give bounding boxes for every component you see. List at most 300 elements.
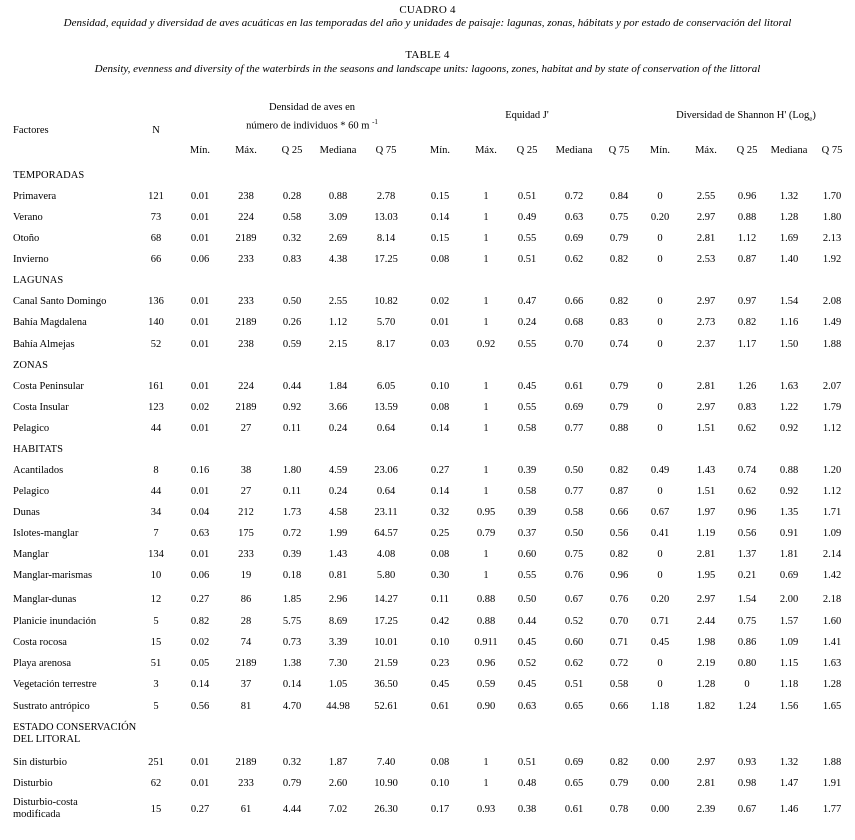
cell-value: 1.71	[822, 507, 842, 518]
cell-value: 0.24	[328, 423, 348, 434]
row-label-text: Costa Insular	[13, 402, 69, 413]
cell-value: 1.50	[779, 339, 799, 350]
row-label	[13, 549, 49, 560]
cell-value: 0.01	[190, 296, 210, 307]
caption-es-label: CUADRO 4	[399, 4, 456, 16]
cell-value: 0.11	[283, 486, 301, 497]
cell-value: 0.88	[476, 594, 496, 605]
cell-value: 2.19	[696, 658, 716, 669]
column-header: Máx.	[235, 145, 257, 156]
cell-value: 2.97	[696, 594, 716, 605]
cell-value: 0.69	[564, 233, 584, 244]
cell-value: 0.67	[564, 594, 584, 605]
cell-value: 0.58	[282, 212, 302, 223]
cell-value: 3.09	[328, 212, 348, 223]
cell-value: 23.11	[374, 507, 398, 518]
row-label-text: Verano	[13, 212, 43, 223]
cell-value: 0	[657, 402, 663, 413]
cell-value: 0	[657, 254, 663, 265]
cell-value: 2.81	[696, 233, 716, 244]
cell-value: 0.82	[190, 616, 210, 627]
row-label-text: Sin disturbio	[13, 757, 67, 768]
cell-value: 0.72	[282, 528, 302, 539]
cell-value: 0.83	[282, 254, 302, 265]
caption-es-text: Densidad, equidad y diversidad de aves acuáticas en las temporadas del año y unidades de paisaje: lagunas, zonas, hábitats y por estado de conservación del litoral	[63, 17, 792, 29]
cell-value: 17.25	[374, 254, 398, 265]
cell-value: 0.10	[430, 778, 450, 789]
cell-value: 0.25	[430, 528, 450, 539]
cell-value: 2.55	[696, 191, 716, 202]
cell-value: 4.08	[376, 549, 396, 560]
cell-value: 2.78	[376, 191, 396, 202]
cell-value: 1.28	[779, 212, 799, 223]
cell-value: 0.56	[737, 528, 757, 539]
cell-value: 2.97	[696, 296, 716, 307]
cell-value: 0.02	[190, 637, 210, 648]
cell-value: 0.60	[517, 549, 537, 560]
cell-value: 4.58	[328, 507, 348, 518]
cell-value: 0.62	[564, 658, 584, 669]
cell-value: 4.70	[282, 701, 302, 712]
section-title	[13, 360, 48, 371]
cell-value: 0.63	[564, 212, 584, 223]
cell-value: 0.67	[650, 507, 670, 518]
cell-value: 0.01	[190, 486, 210, 497]
cell-value: 64.57	[374, 528, 398, 539]
cell-value: 0.52	[517, 658, 537, 669]
cell-value: 0.15	[430, 233, 450, 244]
cell-value: 0.88	[779, 465, 799, 476]
row-label-text: Disturbio	[13, 778, 53, 789]
cell-value: 1.28	[822, 679, 842, 690]
column-header: Q 25	[281, 145, 303, 156]
column-header: Mín.	[649, 145, 671, 156]
cell-value: 0.45	[517, 381, 537, 392]
cell-value: 1.12	[737, 233, 757, 244]
cell-value: 1.18	[650, 701, 670, 712]
cell-value: 0.44	[517, 616, 537, 627]
cell-value: 0.59	[476, 679, 496, 690]
cell-value: 0.97	[737, 296, 757, 307]
column-header: Q 25	[516, 145, 538, 156]
header-shannon-text: Diversidad de Shannon H' (Log	[676, 110, 810, 121]
cell-value: 1.79	[822, 402, 842, 413]
cell-value: 0.06	[190, 254, 210, 265]
cell-value: 2189	[235, 233, 257, 244]
row-label	[13, 507, 40, 518]
cell-value: 0.11	[283, 423, 301, 434]
cell-value: 2189	[235, 317, 257, 328]
cell-value: 0	[657, 658, 663, 669]
row-label	[13, 528, 78, 539]
cell-value: 0.23	[430, 658, 450, 669]
cell-value: 0.26	[282, 317, 302, 328]
cell-value: 233	[238, 296, 254, 307]
cell-value: 7.30	[328, 658, 348, 669]
cell-value: 0	[744, 679, 750, 690]
cell-value: 0.79	[609, 402, 629, 413]
cell-value: 0.55	[517, 339, 537, 350]
cell-value: 0.24	[328, 486, 348, 497]
row-label	[13, 797, 78, 820]
cell-value: 0.15	[430, 191, 450, 202]
cell-value: 1	[483, 465, 489, 476]
cell-value: 0.71	[609, 637, 629, 648]
cell-value: 0.45	[430, 679, 450, 690]
cell-value: 5.75	[282, 616, 302, 627]
cell-value: 0.21	[737, 570, 757, 581]
cell-n: 44	[150, 423, 162, 434]
cell-value: 1.12	[328, 317, 348, 328]
cell-value: 0.27	[190, 594, 210, 605]
cell-value: 0.64	[376, 486, 396, 497]
cell-value: 1	[483, 486, 489, 497]
cell-value: 0.37	[517, 528, 537, 539]
cell-n: 7	[153, 528, 159, 539]
cell-value: 1.80	[822, 212, 842, 223]
cell-value: 0.50	[282, 296, 302, 307]
cell-value: 0.58	[564, 507, 584, 518]
cell-value: 2.81	[696, 549, 716, 560]
cell-value: 175	[238, 528, 254, 539]
cell-value: 0.10	[430, 637, 450, 648]
cell-value: 0.27	[430, 465, 450, 476]
cell-value: 0.38	[517, 804, 537, 815]
cell-value: 1.92	[822, 254, 842, 265]
cell-value: 0.69	[564, 402, 584, 413]
cell-value: 0.44	[282, 381, 302, 392]
cell-value: 0	[657, 317, 663, 328]
cell-value: 212	[238, 507, 254, 518]
cell-value: 0	[657, 679, 663, 690]
cell-value: 37	[240, 679, 252, 690]
cell-value: 0.84	[609, 191, 629, 202]
cell-value: 0.82	[609, 465, 629, 476]
row-label	[13, 658, 71, 669]
section-title-text: TEMPORADAS	[13, 170, 85, 181]
header-n: N	[152, 125, 160, 136]
cell-value: 4.59	[328, 465, 348, 476]
cell-value: 38	[240, 465, 252, 476]
cell-value: 0.63	[190, 528, 210, 539]
cell-value: 0.88	[476, 616, 496, 627]
cell-value: 0.61	[564, 381, 584, 392]
caption-en-text: Density, evenness and diversity of the waterbirds in the seasons and landscape units: lagoons, zones, habitat and by state of conservation of the littoral	[94, 63, 761, 75]
cell-value: 1.09	[822, 528, 842, 539]
cell-value: 0	[657, 339, 663, 350]
row-label	[13, 701, 90, 712]
row-label	[13, 191, 56, 202]
cell-value: 0.93	[476, 804, 496, 815]
cell-value: 0.01	[190, 339, 210, 350]
cell-value: 1	[483, 778, 489, 789]
cell-value: 0.56	[609, 528, 629, 539]
cell-value: 0.76	[564, 570, 584, 581]
cell-value: 26.30	[374, 804, 398, 815]
cell-value: 0.88	[328, 191, 348, 202]
cell-value: 27	[240, 486, 252, 497]
cell-value: 1.54	[737, 594, 757, 605]
cell-value: 0.03	[430, 339, 450, 350]
row-label	[13, 381, 84, 392]
caption-en-label: TABLE 4	[405, 49, 450, 61]
cell-value: 0.08	[430, 254, 450, 265]
cell-value: 0.51	[517, 254, 537, 265]
cell-value: 1.65	[822, 701, 842, 712]
cell-value: 2189	[235, 757, 257, 768]
cell-value: 0.79	[609, 233, 629, 244]
cell-value: 0.01	[190, 233, 210, 244]
cell-n: 140	[148, 317, 164, 328]
cell-value: 0.00	[650, 757, 670, 768]
cell-value: 2.81	[696, 381, 716, 392]
cell-value: 0.92	[476, 339, 496, 350]
cell-value: 0	[657, 233, 663, 244]
cell-value: 1.73	[282, 507, 302, 518]
cell-value: 0.47	[517, 296, 537, 307]
cell-n: 10	[150, 570, 162, 581]
cell-value: 0.51	[517, 191, 537, 202]
row-label-text: Manglar	[13, 549, 49, 560]
cell-value: 1	[483, 381, 489, 392]
cell-value: 0.00	[650, 804, 670, 815]
header-equidad: Equidad J'	[505, 110, 549, 121]
cell-value: 0.60	[564, 637, 584, 648]
row-label	[13, 778, 53, 789]
cell-value: 1	[483, 296, 489, 307]
cell-value: 0.67	[737, 804, 757, 815]
cell-value: 1.88	[822, 757, 842, 768]
cell-value: 0.80	[737, 658, 757, 669]
cell-value: 0.70	[609, 616, 629, 627]
cell-value: 233	[238, 254, 254, 265]
cell-value: 0.14	[282, 679, 302, 690]
cell-value: 0.92	[779, 423, 799, 434]
cell-value: 0	[657, 570, 663, 581]
cell-value: 23.06	[374, 465, 398, 476]
section-title	[13, 722, 136, 745]
cell-value: 0	[657, 486, 663, 497]
cell-value: 1.85	[282, 594, 302, 605]
cell-value: 21.59	[374, 658, 398, 669]
cell-value: 0.96	[609, 570, 629, 581]
cell-value: 0.74	[609, 339, 629, 350]
cell-value: 0.58	[609, 679, 629, 690]
header-shannon	[676, 110, 816, 123]
cell-value: 2.97	[696, 212, 716, 223]
cell-value: 0.82	[609, 757, 629, 768]
cell-value: 0.02	[190, 402, 210, 413]
cell-value: 0.24	[517, 317, 537, 328]
cell-value: 0.92	[779, 486, 799, 497]
cell-value: 1.84	[328, 381, 348, 392]
cell-value: 1	[483, 423, 489, 434]
cell-value: 2.39	[696, 804, 716, 815]
cell-value: 1.17	[737, 339, 757, 350]
cell-value: 10.01	[374, 637, 398, 648]
row-label	[13, 486, 49, 497]
cell-value: 1.63	[822, 658, 842, 669]
cell-value: 81	[240, 701, 252, 712]
cell-value: 0.91	[779, 528, 799, 539]
cell-value: 2.00	[779, 594, 799, 605]
cell-value: 1.77	[822, 804, 842, 815]
header-density-sup: -1	[372, 118, 378, 126]
row-label	[13, 212, 43, 223]
cell-value: 0.79	[476, 528, 496, 539]
cell-value: 0.01	[190, 212, 210, 223]
cell-n: 44	[150, 486, 162, 497]
cell-value: 0.55	[517, 402, 537, 413]
row-label-text: Pelagico	[13, 486, 50, 497]
cell-value: 0.74	[737, 465, 757, 476]
cell-value: 0.93	[737, 757, 757, 768]
cell-value: 1.28	[696, 679, 716, 690]
cell-value: 0	[657, 296, 663, 307]
cell-value: 86	[240, 594, 252, 605]
cell-value: 0.39	[517, 465, 537, 476]
cell-value: 1.60	[822, 616, 842, 627]
cell-value: 0.81	[328, 570, 348, 581]
header-density-text: número de individuos * 60 m	[246, 120, 370, 132]
cell-value: 0.01	[190, 423, 210, 434]
cell-value: 0.01	[190, 549, 210, 560]
cell-value: 0	[657, 423, 663, 434]
cell-value: 0.61	[564, 804, 584, 815]
row-label	[13, 757, 67, 768]
cell-value: 0.20	[650, 212, 670, 223]
cell-value: 2.44	[696, 616, 716, 627]
header-density-line2	[246, 115, 378, 134]
cell-value: 0.01	[430, 317, 450, 328]
cell-value: 0.08	[430, 402, 450, 413]
cell-value: 7.40	[376, 757, 396, 768]
cell-value: 0.08	[430, 757, 450, 768]
cell-value: 1.18	[779, 679, 799, 690]
cell-value: 0.77	[564, 423, 584, 434]
cell-value: 1	[483, 402, 489, 413]
cell-value: 0.04	[190, 507, 210, 518]
cell-value: 224	[238, 381, 254, 392]
cell-value: 1.70	[822, 191, 842, 202]
cell-value: 2.73	[696, 317, 716, 328]
cell-value: 1.43	[328, 549, 348, 560]
section-title	[13, 444, 63, 455]
cell-value: 0.45	[650, 637, 670, 648]
cell-value: 1.57	[779, 616, 799, 627]
cell-value: 1.87	[328, 757, 348, 768]
cell-value: 1	[483, 212, 489, 223]
cell-value: 0.66	[609, 507, 629, 518]
cell-value: 1.15	[779, 658, 799, 669]
cell-value: 13.03	[374, 212, 398, 223]
cell-value: 1.32	[779, 757, 799, 768]
row-label	[13, 570, 92, 581]
cell-value: 0.79	[609, 778, 629, 789]
row-label-text: Otoño	[13, 233, 40, 244]
cell-value: 0.62	[564, 254, 584, 265]
row-label-text-2: modificada	[13, 809, 61, 820]
cell-value: 238	[238, 339, 254, 350]
cell-value: 1.69	[779, 233, 799, 244]
header-shannon-sub: e	[809, 115, 813, 124]
cell-value: 2189	[235, 402, 257, 413]
cell-value: 52.61	[374, 701, 398, 712]
cell-value: 0.82	[609, 549, 629, 560]
cell-n: 5	[153, 701, 159, 712]
cell-value: 0.32	[282, 233, 302, 244]
cell-value: 0.01	[190, 317, 210, 328]
cell-value: 2.60	[328, 778, 348, 789]
cell-value: 0.65	[564, 701, 584, 712]
cell-value: 27	[240, 423, 252, 434]
cell-value: 2.69	[328, 233, 348, 244]
cell-value: 2.14	[822, 549, 842, 560]
row-label-text: Primavera	[13, 191, 57, 202]
row-label-text: Manglar-dunas	[13, 594, 77, 605]
cell-value: 0.69	[564, 757, 584, 768]
cell-value: 0.02	[430, 296, 450, 307]
cell-value: 74	[240, 637, 252, 648]
cell-value: 2.08	[822, 296, 842, 307]
cell-value: 1.12	[822, 423, 842, 434]
row-label-text: Islotes-manglar	[13, 528, 79, 539]
cell-value: 0.82	[609, 254, 629, 265]
cell-n: 161	[148, 381, 164, 392]
cell-value: 8.14	[376, 233, 396, 244]
cell-value: 1.82	[696, 701, 716, 712]
cell-value: 0.50	[564, 528, 584, 539]
cell-value: 0.63	[517, 701, 537, 712]
section-title-text: ZONAS	[13, 360, 49, 371]
cell-value: 2189	[235, 658, 257, 669]
cell-value: 0.62	[737, 486, 757, 497]
column-header: Mediana	[555, 145, 593, 156]
row-label-text: Acantilados	[13, 465, 64, 476]
cell-value: 0.77	[564, 486, 584, 497]
cell-n: 15	[150, 804, 162, 815]
section-title-text-2: DEL LITORAL	[13, 734, 81, 745]
cell-value: 1.09	[779, 637, 799, 648]
section-title-text: ESTADO CONSERVACIÓN	[13, 722, 137, 733]
cell-n: 8	[153, 465, 159, 476]
column-header: Máx.	[475, 145, 497, 156]
cell-value: 0.56	[190, 701, 210, 712]
cell-value: 0.39	[282, 549, 302, 560]
cell-value: 1.46	[779, 804, 799, 815]
cell-value: 4.38	[328, 254, 348, 265]
cell-value: 0.41	[650, 528, 670, 539]
cell-value: 8.69	[328, 616, 348, 627]
cell-value: 0.73	[282, 637, 302, 648]
cell-value: 4.44	[282, 804, 302, 815]
cell-value: 1.26	[737, 381, 757, 392]
cell-value: 0.79	[282, 778, 302, 789]
header-density-group	[246, 101, 378, 134]
cell-value: 0.01	[190, 191, 210, 202]
cell-value: 0.05	[190, 658, 210, 669]
header-factores: Factores	[13, 125, 49, 136]
cell-value: 0.75	[737, 616, 757, 627]
cell-value: 0.49	[517, 212, 537, 223]
section-title-text: LAGUNAS	[13, 275, 64, 286]
column-header: Mín.	[429, 145, 451, 156]
cell-value: 2.53	[696, 254, 716, 265]
cell-n: 73	[150, 212, 162, 223]
cell-value: 2.81	[696, 778, 716, 789]
cell-value: 17.25	[374, 616, 398, 627]
cell-value: 2.07	[822, 381, 842, 392]
